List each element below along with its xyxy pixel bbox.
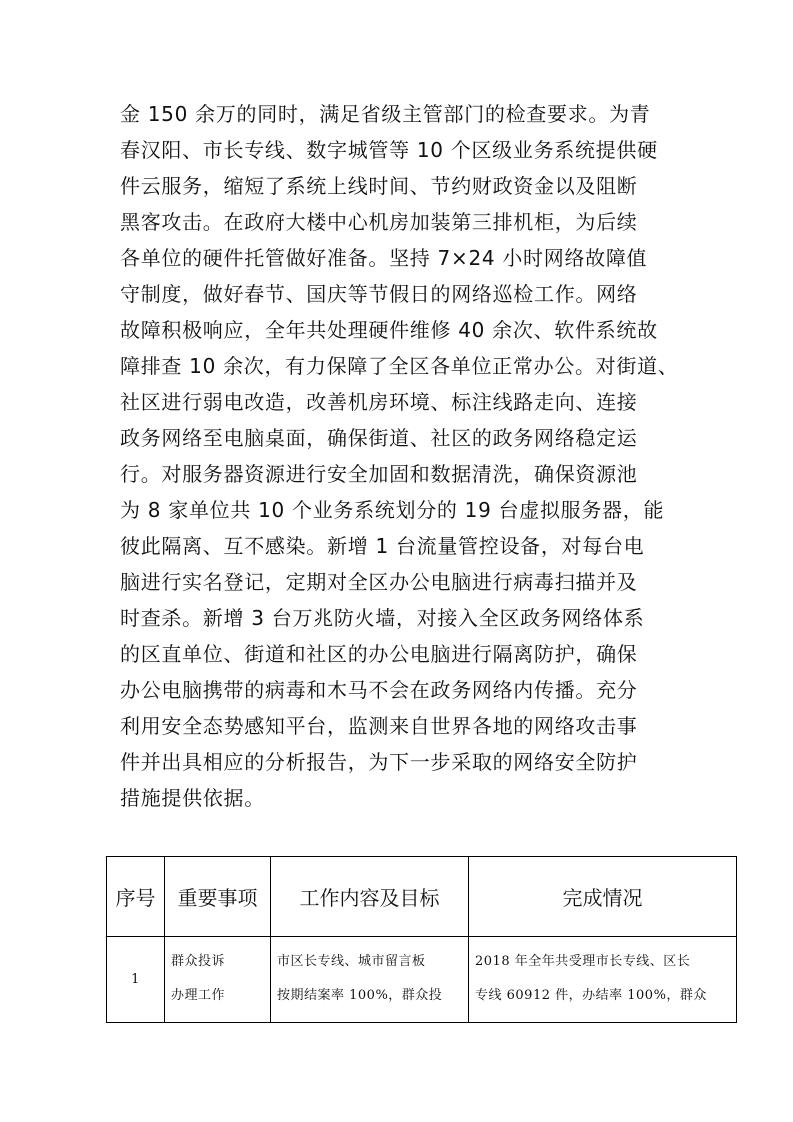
paragraph-line: 政务网络至电脑桌面，确保街道、社区的政务网络稳定运 bbox=[120, 426, 638, 450]
paragraph-line: 彼此隔离、互不感染。新增 1 台流量管控设备，对每台电 bbox=[120, 534, 645, 558]
paragraph-line: 办公电脑携带的病毒和木马不会在政务网络内传播。充分 bbox=[120, 678, 638, 702]
cell-line: 按期结案率 100%，群众投 bbox=[277, 988, 443, 1003]
paragraph-line: 件云服务，缩短了系统上线时间、节约财政资金以及阻断 bbox=[120, 174, 638, 198]
paragraph-line: 故障积极响应，全年共处理硬件维修 40 余次、软件系统故 bbox=[120, 318, 658, 342]
paragraph-line: 利用安全态势感知平台，监测来自世界各地的网络攻击事 bbox=[120, 714, 638, 738]
task-table bbox=[106, 856, 737, 1023]
cell-line: 2018 年全年共受理市长专线、区长 bbox=[475, 954, 691, 969]
paragraph-line: 黑客攻击。在政府大楼中心机房加装第三排机柜，为后续 bbox=[120, 210, 638, 234]
cell-completion-status bbox=[469, 937, 737, 1023]
paragraph-line: 措施提供依据。 bbox=[120, 786, 265, 810]
header-completion-status: 完成情况 bbox=[469, 857, 737, 937]
paragraph-line: 行。对服务器资源进行安全加固和数据清洗，确保资源池 bbox=[120, 462, 638, 486]
cell-serial-number: 1 bbox=[107, 937, 165, 1023]
paragraph-line: 障排查 10 余次，有力保障了全区各单位正常办公。对街道、 bbox=[120, 354, 679, 378]
paragraph-line: 的区直单位、街道和社区的办公电脑进行隔离防护，确保 bbox=[120, 642, 638, 666]
cell-line: 市区长专线、城市留言板 bbox=[277, 954, 426, 969]
cell-key-item bbox=[165, 937, 271, 1023]
header-work-content: 工作内容及目标 bbox=[271, 857, 469, 937]
cell-line: 专线 60912 件，办结率 100%，群众 bbox=[475, 988, 707, 1003]
paragraph-line: 社区进行弱电改造，改善机房环境、标注线路走向、连接 bbox=[120, 390, 638, 414]
table-row bbox=[107, 937, 737, 1023]
paragraph-line: 时查杀。新增 3 台万兆防火墙，对接入全区政务网络体系 bbox=[120, 606, 645, 630]
header-serial-number: 序号 bbox=[107, 857, 165, 937]
cell-line: 办理工作 bbox=[171, 988, 226, 1003]
paragraph-line: 脑进行实名登记，定期对全区办公电脑进行病毒扫描并及 bbox=[120, 570, 638, 594]
paragraph-line: 春汉阳、市长专线、数字城管等 10 个区级业务系统提供硬 bbox=[120, 138, 658, 162]
paragraph-line: 为 8 家单位共 10 个业务系统划分的 19 台虚拟服务器，能 bbox=[120, 498, 665, 522]
paragraph-line: 件并出具相应的分析报告，为下一步采取的网络安全防护 bbox=[120, 750, 638, 774]
cell-line: 群众投诉 bbox=[171, 954, 226, 969]
paragraph-line: 守制度，做好春节、国庆等节假日的网络巡检工作。网络 bbox=[120, 282, 638, 306]
table-header-row bbox=[107, 857, 737, 937]
cell-work-content bbox=[271, 937, 469, 1023]
paragraph-line: 各单位的硬件托管做好准备。坚持 7×24 小时网络故障值 bbox=[120, 246, 648, 270]
header-key-item: 重要事项 bbox=[165, 857, 271, 937]
paragraph-line: 金 150 余万的同时，满足省级主管部门的检查要求。为青 bbox=[120, 102, 651, 126]
